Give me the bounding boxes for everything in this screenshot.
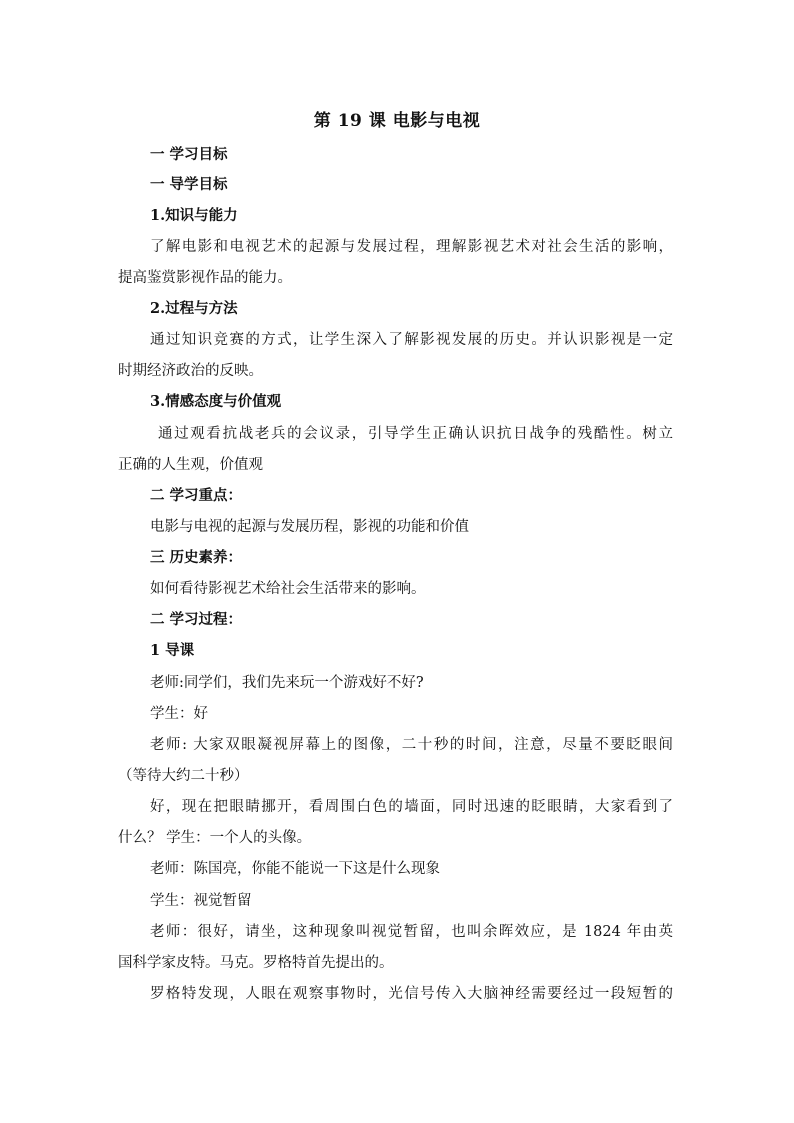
heading-lead-in: 1 导课 xyxy=(150,642,195,659)
page-title: 第 19 课 电影与电视 xyxy=(313,111,481,131)
dialogue-line: 国科学家皮特。马克。罗格特首先提出的。 xyxy=(118,955,394,971)
heading-knowledge-ability: 1.知识与能力 xyxy=(150,207,238,224)
dialogue-line: 罗格特发现，人眼在观察事物时，光信号传入大脑神经需要经过一段短暂的 xyxy=(150,986,673,1002)
paragraph-line: 通过知识竞赛的方式，让学生深入了解影视发展的历史。并认识影视是一定 xyxy=(150,332,673,348)
dialogue-line: 老师: 大家双眼凝视屏幕上的图像，二十秒的时间，注意，尽量不要眨眼间 xyxy=(150,737,673,753)
dialogue-line: （等待大约二十秒） xyxy=(118,768,249,784)
dialogue-line: 学生：好 xyxy=(150,706,208,722)
paragraph-line: 正确的人生观，价值观 xyxy=(118,457,263,473)
heading-emotion-values: 3.情感态度与价值观 xyxy=(150,393,282,410)
heading-history-literacy: 三 历史素养： xyxy=(150,549,243,566)
dialogue-line: 老师：陈国亮，你能不能说一下这是什么现象 xyxy=(150,861,440,877)
heading-learning-objectives: 一 学习目标 xyxy=(150,146,228,163)
dialogue-line: 老师：很好，请坐，这种现象叫视觉暂留，也叫余晖效应，是 1824 年由英 xyxy=(150,924,673,940)
paragraph-line: 了解电影和电视艺术的起源与发展过程，理解影视艺术对社会生活的影响， xyxy=(150,239,673,255)
paragraph-line: 提高鉴赏影视作品的能力。 xyxy=(118,270,292,286)
paragraph-line: 时期经济政治的反映。 xyxy=(118,363,263,379)
dialogue-line: 老师:同学们，我们先来玩一个游戏好不好? xyxy=(150,675,424,691)
heading-key-points: 二 学习重点： xyxy=(150,487,243,504)
paragraph-line: 电影与电视的起源与发展历程，影视的功能和价值 xyxy=(150,519,469,535)
heading-process-method: 2.过程与方法 xyxy=(150,300,238,317)
paragraph-line: 如何看待影视艺术给社会生活带来的影响。 xyxy=(150,581,426,597)
dialogue-line: 好，现在把眼睛挪开，看周围白色的墙面，同时迅速的眨眼睛，大家看到了 xyxy=(150,799,673,815)
dialogue-line: 学生：视觉暂留 xyxy=(150,893,252,909)
heading-learning-process: 二 学习过程： xyxy=(150,611,243,628)
heading-guided-objectives: 一 导学目标 xyxy=(150,176,228,193)
dialogue-line: 什么？ 学生：一个人的头像。 xyxy=(118,830,312,846)
paragraph-line: 通过观看抗战老兵的会议录，引导学生正确认识抗日战争的残酷性。树立 xyxy=(158,426,673,442)
